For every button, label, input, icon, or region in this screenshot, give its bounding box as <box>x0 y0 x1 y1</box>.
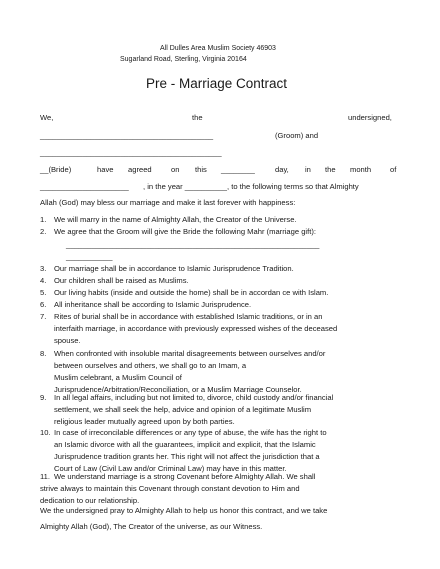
mahr-blank[interactable]: ___________ <box>66 252 113 261</box>
term-number: 7. <box>40 312 47 321</box>
intro-agreed: agreed <box>128 165 152 174</box>
term-number: 4. <box>40 276 47 285</box>
term-number: 11. <box>40 472 50 481</box>
year-clause: , in the year __________, to the following terms so that Almighty <box>143 182 359 191</box>
intro-month: month <box>350 165 372 174</box>
term-text: In case of irreconcilable differences or any type of abuse, the wife has the right to <box>54 428 327 437</box>
term-number: 8. <box>40 349 47 358</box>
term-text: interfaith marriage, in accordance with previously expressed wishes of the deceased <box>54 324 338 333</box>
term-number: 5. <box>40 288 47 297</box>
terms-list <box>40 215 400 515</box>
term-number: 10. <box>40 428 51 437</box>
term-text: settlement, we shall seek the help, advice and opinion of a legitimate Muslim <box>54 405 312 414</box>
term-text: Our living habits (inside and outside the home) shall be in accordan ce with Islam. <box>54 288 329 297</box>
blessing-line: Allah (God) may bless our marriage and make it last forever with happiness: <box>40 198 296 207</box>
term-text: Jurisprudence tradition grants her. This right will not affect the jurisdiction that a <box>54 452 320 461</box>
month-blank[interactable]: _____________________ <box>40 182 129 191</box>
term-text: Rites of burial shall be in accordance with established Islamic traditions, or in an <box>54 312 323 321</box>
intro-the-2: the <box>325 165 336 174</box>
org-line: All Dulles Area Muslim Society 46903 <box>160 45 276 52</box>
term-number: 1. <box>40 215 47 224</box>
term-text: We agree that the Groom will give the Bride the following Mahr (marriage gift): <box>54 227 316 236</box>
mahr-blank[interactable]: ____________________________________________________________ <box>66 240 320 249</box>
term-text: dedication to our relationship. <box>40 496 140 505</box>
intro-have: have <box>97 165 114 174</box>
bride-name-blank[interactable]: ___________________________________________ <box>40 148 222 157</box>
intro-the: the <box>192 113 203 122</box>
term-text: Muslim celebrant, a Muslim Council of <box>54 373 182 382</box>
intro-on: on <box>171 165 180 174</box>
term-text: religious leader mutually agreed upon by both parties. <box>54 417 235 426</box>
term-text: All inheritance shall be according to Islamic Jurisprudence. <box>54 300 252 309</box>
bride-label: __(Bride) <box>40 165 72 174</box>
term-number: 9. <box>40 393 47 402</box>
term-text: an Islamic divorce with all the guarantees, implicit and explicit, that the Islamic <box>54 440 316 449</box>
term-number: 2. <box>40 227 47 236</box>
closing-line-2: Almighty Allah (God), The Creator of the universe, as our Witness. <box>40 522 263 531</box>
intro-undersigned: undersigned, <box>348 113 392 122</box>
term-text: spouse. <box>54 336 81 345</box>
intro-this: this <box>195 165 207 174</box>
groom-name-blank[interactable]: _________________________________________ <box>40 131 214 140</box>
intro-in: in <box>305 165 311 174</box>
term-text: Court of Law (Civil Law and/or Criminal Law) may have in this matter. <box>54 464 287 473</box>
intro-day: day, <box>275 165 289 174</box>
term-text: Jurisprudence/Arbitration/Reconciliation, or a Muslim Marriage Counselor. <box>54 385 302 394</box>
term-text: We understand marriage is a strong Covenant before Almighty Allah. We shall <box>54 472 316 481</box>
groom-label: (Groom) and <box>275 131 319 140</box>
intro-we: We, <box>40 113 54 122</box>
term-text: When confronted with insoluble marital disagreements between ourselves and/or <box>54 349 326 358</box>
address-line: Sugarland Road, Sterling, Virginia 20164 <box>120 56 247 63</box>
term-text: between ourselves and others, we shall go to an Imam, a <box>54 361 247 370</box>
term-text: Our marriage shall be in accordance to Islamic Jurisprudence Tradition. <box>54 264 294 273</box>
closing-line-1: We the undersigned pray to Almighty Allah to help us honor this contract, and we take <box>40 506 328 515</box>
page-title: Pre - Marriage Contract <box>146 76 288 91</box>
term-number: 3. <box>40 264 47 273</box>
day-blank[interactable]: ________ <box>221 165 255 174</box>
term-text: We will marry in the name of Almighty Allah, the Creator of the Universe. <box>54 215 297 224</box>
term-text: In all legal affairs, including but not limited to, divorce, child custody and/or financial <box>54 393 334 402</box>
intro-of: of <box>390 165 397 174</box>
term-text: strive always to maintain this Covenant through constant devotion to Him and <box>40 484 300 493</box>
term-number: 6. <box>40 300 47 309</box>
term-text: Our children shall be raised as Muslims. <box>54 276 189 285</box>
